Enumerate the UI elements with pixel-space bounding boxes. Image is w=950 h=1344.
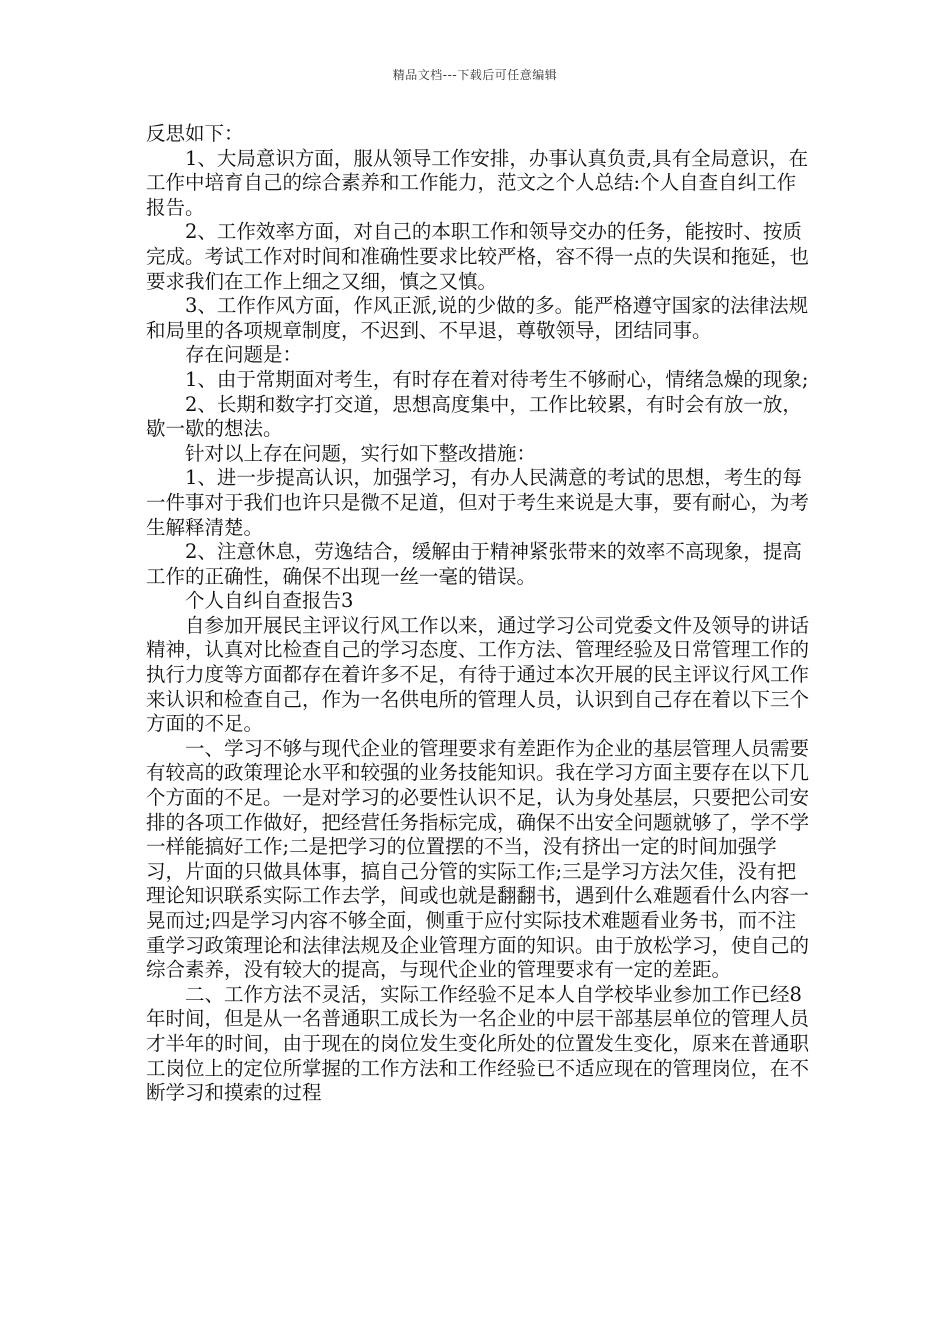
paragraph: 1、进一步提高认识，加强学习，有办人民满意的考试的思想，考生的每一件事对于我们也许只是微不足道，但对于考生来说是大事，要有耐心，为考生解释清楚。 — [146, 466, 810, 539]
paragraph: 存在问题是： — [185, 343, 303, 367]
page-header: 精品文档---下载后可任意编辑 — [392, 68, 558, 82]
paragraph: 个人自纠自查报告3 — [185, 589, 354, 613]
paragraph: 二、工作方法不灵活，实际工作经验不足本人自学校毕业参加工作已经8年时间，但是从一名普通职工成长为一名企业的中层干部基层单位的管理人员才半年的时间，由于现在的岗位发生变化所处的位置发生变化，原来在普通职工岗位上的定位所掌握的工作方法和工作经验已不适应现在的管理岗位，在不断学习和摸索的过程 — [146, 982, 810, 1105]
paragraph: 1、由于常期面对考生，有时存在着对待考生不够耐心，情绪急燥的现象; — [185, 367, 809, 391]
paragraph: 针对以上存在问题，实行如下整改措施： — [185, 441, 537, 465]
paragraph: 1、大局意识方面，服从领导工作安排，办事认真负责,具有全局意识，在工作中培育自己的综合素养和工作能力，范文之个人总结:个人自查自纠工作报告。 — [146, 146, 809, 219]
paragraph: 2、工作效率方面，对自己的本职工作和领导交办的任务，能按时、按质完成。考试工作对时间和准确性要求比较严格，容不得一点的失误和拖延，也要求我们在工作上细之又细，慎之又慎。 — [146, 220, 810, 293]
paragraph: 自参加开展民主评议行风工作以来，通过学习公司党委文件及领导的讲话精神，认真对比检查自己的学习态度、工作方法、管理经验及日常管理工作的执行力度等方面都存在着许多不足，有待于通过本次开展的民主评议行风工作来认识和检查自己，作为一名供电所的管理人员，认识到自己存在着以下三个方面的不足。 — [146, 613, 810, 736]
document-body — [146, 122, 812, 1106]
paragraph: 3、工作作风方面，作风正派,说的少做的多。能严格遵守国家的法律法规和局里的各项规章制度，不迟到、不早退，尊敬领导，团结同事。 — [146, 294, 809, 342]
paragraph: 2、长期和数字打交道，思想高度集中，工作比较累，有时会有放一放，歇一歇的想法。 — [146, 392, 802, 441]
paragraph: 2、注意休息，劳逸结合，缓解由于精神紧张带来的效率不高现象，提高工作的正确性，确保不出现一丝一毫的错误。 — [146, 540, 802, 588]
paragraph: 反思如下： — [146, 122, 244, 145]
paragraph: 一、学习不够与现代企业的管理要求有差距作为企业的基层管理人员需要有较高的政策理论水平和较强的业务技能知识。我在学习方面主要存在以下几个方面的不足。一是对学习的必要性认识不足，认为身处基层，只要把公司安排的各项工作做好，把经营任务指标完成，确保不出安全问题就够了，学不学一样能搞好工作;二是把学习的位置摆的不当，没有挤出一定的时间加强学习，片面的只做具体事，搞自己分管的实际工作;三是学习方法欠佳，没有把理论知识联系实际工作去学，间或也就是翻翻书，遇到什么难题看什么内容一晃而过;四是学习内容不够全面，侧重于应付实际技术难题看业务书，而不注重学习政策理论和法律法规及企业管理方面的知识。由于放松学习，使自己的综合素养，没有较大的提高，与现代企业的管理要求有一定的差距。 — [146, 736, 810, 982]
